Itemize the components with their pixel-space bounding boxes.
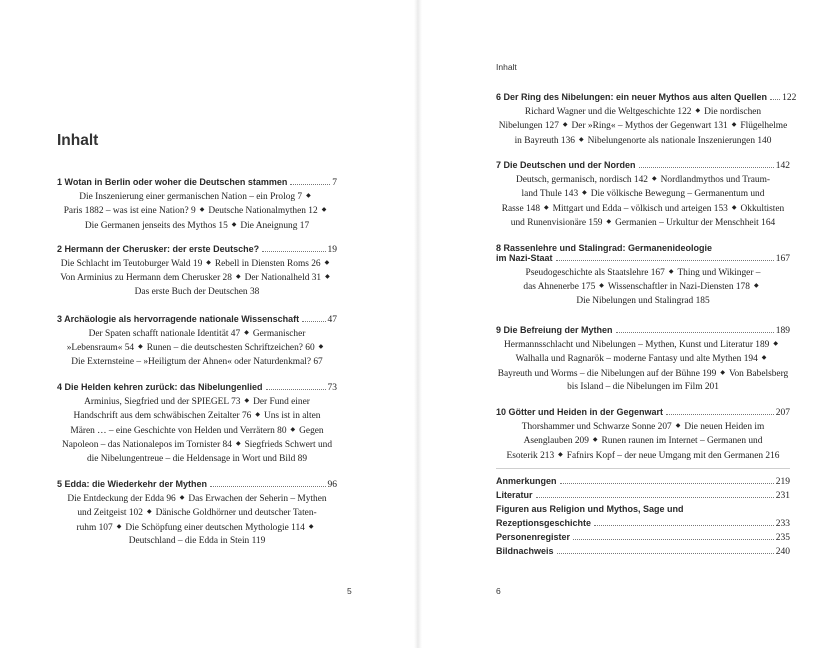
subsection-line xyxy=(496,381,790,395)
subsection-line xyxy=(57,286,337,300)
subsection-item: Die Aneignung 17 xyxy=(240,220,310,231)
toc-entry-chapter-7[interactable] xyxy=(496,160,790,231)
diamond-bullet-icon: ◆ xyxy=(244,330,249,336)
diamond-bullet-icon: ◆ xyxy=(544,204,549,211)
subsection-item: Die nordischen xyxy=(704,106,762,117)
chapter-heading-line xyxy=(57,479,337,490)
chapter-title: 3 Archäologie als hervorragende nationale Wissenschaft xyxy=(57,314,300,324)
subsection-line xyxy=(496,352,790,366)
subsection-item: und Zeitgeist 102 xyxy=(77,508,143,519)
subsection-item: Rasse 148 xyxy=(501,203,541,214)
subsection-item: Die Germanen jenseits des Mythos 15 xyxy=(84,220,228,231)
subsection-item: das Ahnenerbe 175 xyxy=(523,282,596,293)
subsection-item: Uns ist in alten xyxy=(263,411,321,422)
subsection-list xyxy=(496,420,790,463)
backmatter-title: Personenregister xyxy=(496,532,571,542)
chapter-title: 9 Die Befreiung der Mythen xyxy=(496,325,613,335)
chapter-title-first-line: 8 Rassenlehre und Stalingrad: Germanenideologie xyxy=(496,243,713,253)
subsection-line xyxy=(57,356,337,370)
subsection-item: Okkultisten xyxy=(740,203,785,214)
subsection-list xyxy=(57,395,337,466)
dot-leader xyxy=(266,389,326,390)
backmatter-title: Literatur xyxy=(496,490,533,500)
subsection-list xyxy=(496,173,790,231)
subsection-item: die Nibelungentreue – die Heldensage in Wort und Bild 89 xyxy=(86,453,308,464)
toc-entry-chapter-6[interactable] xyxy=(496,92,797,148)
subsection-item: Mittgart und Edda – völkisch und arteigen 153 xyxy=(552,203,728,214)
subsection-item: Die Inszenierung einer germanischen Nation – ein Prolog 7 xyxy=(79,191,303,202)
chapter-heading-line xyxy=(496,92,797,103)
backmatter-page-number: 240 xyxy=(775,547,790,557)
subsection-list xyxy=(57,257,337,299)
subsection-item: Die Schlacht im Teutoburger Wald 19 xyxy=(60,258,203,269)
toc-entry-chapter-8[interactable] xyxy=(496,243,790,308)
subsection-item: Wissenschaftler in Nazi-Diensten 178 xyxy=(607,282,750,293)
diamond-bullet-icon: ◆ xyxy=(116,523,122,530)
dot-leader xyxy=(573,539,774,540)
diamond-bullet-icon: ◆ xyxy=(753,283,759,290)
subsection-item: Die Schöpfung einer deutschen Mythologie 114 xyxy=(125,522,305,533)
chapter-page-number: 189 xyxy=(775,326,790,336)
subsection-item: Thorshammer und Schwarze Sonne 207 xyxy=(521,421,672,432)
subsection-item: Thing und Wikinger – xyxy=(677,267,761,278)
subsection-line xyxy=(496,266,790,280)
subsection-line xyxy=(496,367,790,381)
subsection-list xyxy=(57,492,337,549)
chapter-heading-line xyxy=(496,325,790,336)
subsection-item: Mären … – eine Geschichte von Helden und Verrätern 80 xyxy=(70,425,287,436)
toc-entry-bildnachweis[interactable] xyxy=(496,546,790,560)
chapter-heading-line xyxy=(496,407,790,418)
subsection-item: ruhm 107 xyxy=(76,522,113,533)
diamond-bullet-icon: ◆ xyxy=(290,426,296,433)
diamond-bullet-icon: ◆ xyxy=(695,108,701,114)
dot-leader xyxy=(557,553,774,554)
diamond-bullet-icon: ◆ xyxy=(318,344,324,351)
subsection-line xyxy=(57,271,337,285)
diamond-bullet-icon: ◆ xyxy=(731,122,737,129)
diamond-bullet-icon: ◆ xyxy=(235,441,241,448)
diamond-bullet-icon: ◆ xyxy=(308,523,314,530)
chapter-title: 6 Der Ring des Nibelungen: ein neuer Mythos aus alten Quellen xyxy=(496,92,768,102)
diamond-bullet-icon: ◆ xyxy=(582,190,587,197)
toc-entry-chapter-4[interactable] xyxy=(57,382,337,466)
book-gutter xyxy=(414,0,422,648)
subsection-item: Deutsche Nationalmythen 12 xyxy=(208,206,318,217)
subsection-line xyxy=(57,506,337,520)
backmatter-heading-line xyxy=(496,518,790,532)
subsection-line xyxy=(57,424,337,438)
backmatter-title-first-line: Figuren aus Religion und Mythos, Sage und xyxy=(496,504,684,514)
subsection-line xyxy=(496,202,790,216)
subsection-item: Von Babelsberg xyxy=(728,368,789,379)
chapter-page-number: 142 xyxy=(775,161,790,171)
backmatter-title: Bildnachweis xyxy=(496,546,554,556)
subsection-item: Richard Wagner und die Weltgeschichte 122 xyxy=(524,106,692,117)
chapter-heading-line xyxy=(57,177,337,188)
diamond-bullet-icon: ◆ xyxy=(324,260,330,266)
subsection-item: Nibelungenorte als nationale Inszenierungen 140 xyxy=(587,135,772,146)
subsection-item: Der Fund einer xyxy=(253,396,310,407)
diamond-bullet-icon: ◆ xyxy=(720,369,725,376)
diamond-bullet-icon: ◆ xyxy=(138,344,143,351)
subsection-item: Von Arminius zu Hermann dem Cherusker 28 xyxy=(60,273,232,284)
subsection-line xyxy=(57,257,337,271)
diamond-bullet-icon: ◆ xyxy=(592,437,598,444)
subsection-item: Paris 1882 – was ist eine Nation? 9 xyxy=(63,206,196,217)
subsection-item: bis Island – die Nibelungen im Film 201 xyxy=(567,382,719,393)
dot-leader xyxy=(536,497,774,498)
subsection-item: Runen raunen im Internet – Germanen und xyxy=(601,436,763,447)
subsection-item: Der Spaten schafft nationale Identität 47 xyxy=(88,328,241,339)
diamond-bullet-icon: ◆ xyxy=(306,193,311,199)
diamond-bullet-icon: ◆ xyxy=(652,176,657,182)
toc-entry-chapter-2[interactable] xyxy=(57,244,337,299)
subsection-item: Die Entdeckung der Edda 96 xyxy=(67,493,176,504)
chapter-heading-line xyxy=(496,253,790,264)
subsection-line xyxy=(496,134,790,148)
chapter-page-number: 167 xyxy=(775,254,790,264)
subsection-item: in Bayreuth 136 xyxy=(514,135,575,146)
subsection-item: Dänische Goldhörner und deutscher Taten- xyxy=(155,508,317,519)
backmatter-page-number: 235 xyxy=(775,533,790,543)
diamond-bullet-icon: ◆ xyxy=(668,269,674,275)
subsection-list xyxy=(496,266,790,308)
chapter-title: 1 Wotan in Berlin oder woher die Deutschen stammen xyxy=(57,177,288,187)
subsection-line xyxy=(57,438,337,452)
subsection-item: Flügelhelme xyxy=(740,121,788,132)
subsection-line xyxy=(57,204,337,218)
diamond-bullet-icon: ◆ xyxy=(599,283,604,290)
subsection-item: Bayreuth und Worms – die Nibelungen auf der Bühne 199 xyxy=(497,368,717,379)
chapter-page-number: 96 xyxy=(327,480,337,490)
subsection-line xyxy=(496,280,790,294)
backmatter-title: Rezeptionsgeschichte xyxy=(496,518,592,528)
diamond-bullet-icon: ◆ xyxy=(675,423,681,429)
diamond-bullet-icon: ◆ xyxy=(146,509,152,516)
subsection-line xyxy=(496,420,790,434)
diamond-bullet-icon: ◆ xyxy=(606,219,612,226)
subsection-item: Germanischer xyxy=(252,328,306,339)
dot-leader xyxy=(290,184,330,185)
diamond-bullet-icon: ◆ xyxy=(558,451,563,458)
backmatter-page-number: 233 xyxy=(775,519,790,529)
chapter-page-number: 122 xyxy=(782,93,797,103)
page-number: 6 xyxy=(496,586,501,596)
dot-leader xyxy=(666,414,774,415)
running-head: Inhalt xyxy=(496,62,517,72)
chapter-page-number: 207 xyxy=(775,408,790,418)
subsection-line xyxy=(496,434,790,448)
page-number: 5 xyxy=(347,586,352,596)
subsection-item: Der Nationalheld 31 xyxy=(244,273,322,284)
subsection-line xyxy=(57,190,337,204)
subsection-item: Asenglauben 209 xyxy=(523,436,589,447)
subsection-item: Esoterik 213 xyxy=(506,450,555,461)
subsection-item: »Lebensraum« 54 xyxy=(66,343,135,354)
diamond-bullet-icon: ◆ xyxy=(206,260,211,266)
chapter-title: 10 Götter und Heiden in der Gegenwart xyxy=(496,407,664,417)
subsection-item: und Runenvisionäre 159 xyxy=(510,218,603,229)
subsection-list xyxy=(57,327,337,369)
dot-leader xyxy=(639,167,774,168)
diamond-bullet-icon: ◆ xyxy=(231,221,237,228)
chapter-heading-line xyxy=(57,314,337,325)
backmatter-list xyxy=(496,476,790,560)
toc-entry-personenregister[interactable] xyxy=(496,532,790,546)
diamond-bullet-icon: ◆ xyxy=(199,207,205,214)
toc-entry-chapter-1[interactable] xyxy=(57,177,337,233)
subsection-line xyxy=(496,105,790,119)
dot-leader xyxy=(302,321,325,322)
chapter-title: im Nazi-Staat xyxy=(496,253,553,263)
diamond-bullet-icon: ◆ xyxy=(731,204,737,211)
subsection-item: Gegen xyxy=(299,425,324,436)
chapter-title: 7 Die Deutschen und der Norden xyxy=(496,160,636,170)
subsection-line xyxy=(57,219,337,233)
toc-entry-literatur[interactable] xyxy=(496,490,790,504)
dot-leader xyxy=(560,483,774,484)
subsection-item: Handschrift aus dem schwäbischen Zeitalter 76 xyxy=(73,411,252,422)
chapter-title: 2 Hermann der Cherusker: der erste Deutsche? xyxy=(57,244,260,254)
subsection-line xyxy=(496,449,790,463)
subsection-line xyxy=(57,521,337,535)
toc-entry-chapter-3[interactable] xyxy=(57,314,337,369)
toc-title: Inhalt xyxy=(57,132,99,149)
subsection-line xyxy=(57,492,337,506)
chapter-page-number: 47 xyxy=(327,315,337,325)
subsection-item: Arminius, Siegfried und der SPIEGEL 73 xyxy=(84,396,241,407)
subsection-line xyxy=(57,535,337,549)
subsection-line xyxy=(496,295,790,309)
toc-entry-chapter-5[interactable] xyxy=(57,479,337,549)
dot-leader xyxy=(262,251,325,252)
backmatter-page-number: 231 xyxy=(775,491,790,501)
section-divider xyxy=(496,468,790,469)
subsection-item: Der »Ring« – Mythos der Gegenwart 131 xyxy=(571,121,728,132)
chapter-heading-line xyxy=(57,382,337,393)
subsection-line xyxy=(496,338,790,352)
subsection-line xyxy=(57,453,337,467)
subsection-line xyxy=(57,341,337,355)
toc-entry-chapter-10[interactable] xyxy=(496,407,790,463)
dot-leader xyxy=(594,525,774,526)
subsection-list xyxy=(496,105,790,148)
subsection-line xyxy=(57,327,337,341)
subsection-line xyxy=(496,216,790,230)
right-page xyxy=(422,0,835,648)
left-page xyxy=(0,0,414,648)
subsection-list xyxy=(496,338,790,395)
subsection-item: Pseudogeschichte als Staatslehre 167 xyxy=(525,267,665,278)
dot-leader xyxy=(210,486,326,487)
diamond-bullet-icon: ◆ xyxy=(179,495,185,501)
subsection-item: Fafnirs Kopf – der neue Umgang mit den Germanen 216 xyxy=(566,450,780,461)
subsection-item: Napoleon – das Nationalepos im Tornister 84 xyxy=(61,440,232,451)
subsection-item: Walhalla und Ragnarök – moderne Fantasy und alte Mythen 194 xyxy=(515,354,758,365)
backmatter-page-number: 219 xyxy=(775,477,790,487)
subsection-item: Die Externsteine – »Heiligtum der Ahnen« oder Naturdenkmal? 67 xyxy=(71,356,323,367)
subsection-item: Das Erwachen der Seherin – Mythen xyxy=(188,493,327,504)
chapter-heading-two-line xyxy=(496,243,790,264)
diamond-bullet-icon: ◆ xyxy=(761,355,767,362)
chapter-heading-line xyxy=(496,160,790,171)
dot-leader xyxy=(556,260,774,261)
diamond-bullet-icon: ◆ xyxy=(255,412,260,419)
subsection-item: land Thule 143 xyxy=(521,189,579,200)
diamond-bullet-icon: ◆ xyxy=(244,398,250,404)
subsection-item: Nibelungen 127 xyxy=(498,121,559,132)
toc-entry-chapter-9[interactable] xyxy=(496,325,790,395)
subsection-item: Deutschland – die Edda in Stein 119 xyxy=(128,536,266,547)
chapter-title: 5 Edda: die Wiederkehr der Mythen xyxy=(57,479,207,489)
subsection-item: Siegfrieds Schwert und xyxy=(244,440,333,451)
diamond-bullet-icon: ◆ xyxy=(321,207,327,214)
subsection-line xyxy=(57,409,337,423)
subsection-item: Germanien – Urkultur der Menschheit 164 xyxy=(615,218,776,229)
diamond-bullet-icon: ◆ xyxy=(773,341,778,347)
backmatter-title: Anmerkungen xyxy=(496,476,557,486)
chapter-page-number: 7 xyxy=(332,178,337,188)
chapter-page-number: 73 xyxy=(327,383,337,393)
subsection-list xyxy=(57,190,337,233)
subsection-line xyxy=(496,173,790,187)
subsection-item: Das erste Buch der Deutschen 38 xyxy=(134,286,260,297)
chapter-heading-line xyxy=(57,244,337,255)
chapter-title: 4 Die Helden kehren zurück: das Nibelungenlied xyxy=(57,382,263,392)
subsection-line xyxy=(496,119,790,133)
subsection-item: Rebell in Diensten Roms 26 xyxy=(214,258,321,269)
subsection-line xyxy=(57,395,337,409)
subsection-item: Runen – die deutschesten Schriftzeichen? 60 xyxy=(146,343,315,354)
subsection-line xyxy=(496,187,790,201)
diamond-bullet-icon: ◆ xyxy=(325,274,330,281)
subsection-item: Die völkische Bewegung – Germanentum und xyxy=(590,189,765,200)
toc-entry-anmerkungen[interactable] xyxy=(496,476,790,490)
dot-leader xyxy=(770,99,780,100)
subsection-item: Hermannsschlacht und Nibelungen – Mythen, Kunst und Literatur 189 xyxy=(504,339,770,350)
diamond-bullet-icon: ◆ xyxy=(562,122,568,129)
subsection-item: Deutsch, germanisch, nordisch 142 xyxy=(515,174,648,185)
toc-entry-figuren[interactable] xyxy=(496,504,790,532)
chapter-page-number: 19 xyxy=(327,245,337,255)
subsection-item: Nordlandmythos und Traum- xyxy=(660,174,771,185)
diamond-bullet-icon: ◆ xyxy=(235,274,241,281)
dot-leader xyxy=(616,332,774,333)
subsection-item: Die Nibelungen und Stalingrad 185 xyxy=(576,295,710,306)
subsection-item: Die neuen Heiden im xyxy=(684,421,765,432)
diamond-bullet-icon: ◆ xyxy=(579,136,584,143)
